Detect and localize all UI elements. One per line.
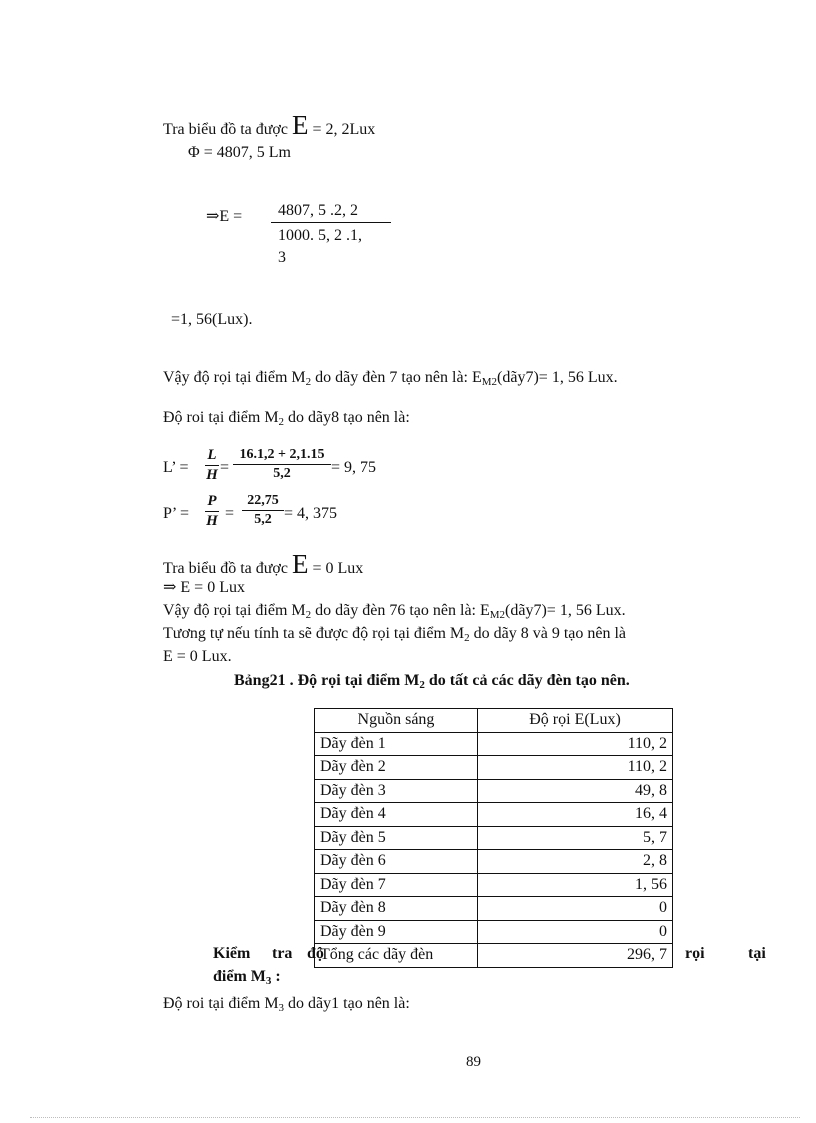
calc-fraction-bar xyxy=(271,222,391,223)
table-row: Dãy đèn 3 49, 8 xyxy=(315,779,673,803)
eq-p-result: = 4, 375 xyxy=(284,505,338,522)
illuminance-table xyxy=(314,708,673,968)
conclusion-line-2: Vậy độ rọi tại điểm $M_2$ do dãy đèn 76 tạo nên là: $E_{M2}(dãy7)= 1$, 56 Lux. xyxy=(163,602,626,621)
table-row: Dãy đèn 1 110, 2 xyxy=(315,732,673,756)
eq-p-ratio: P H xyxy=(206,493,218,529)
table-header-row xyxy=(315,709,673,733)
eq-p-fraction: 22,75 5,2 xyxy=(242,494,284,527)
calc-denominator: 1000. 5, 2 .1, xyxy=(278,227,362,244)
conclusion-line-1: Vậy độ rọi tại điểm $M_2$ do dãy đèn 7 tạo nên là: $E_{M2}(dãy7)= 1$, 56 Lux. xyxy=(163,369,618,388)
chart-reading-line-2: Tra biểu đồ ta được E = 0 Lux xyxy=(163,549,364,579)
heading-word-4: rọi xyxy=(685,945,705,962)
page-number: 89 xyxy=(466,1054,481,1070)
eq-l-result: = 9, 75 xyxy=(331,459,377,476)
zero-lux-line: E = 0 Lux. xyxy=(163,648,232,665)
header-light-source: Nguồn sáng xyxy=(315,709,478,733)
implication-line: ⇒ E = 0 Lux xyxy=(163,579,245,596)
calc-result: =1, 56(Lux). xyxy=(171,311,253,328)
heading-line-2: điểm $M_3$ : xyxy=(213,968,281,987)
table-row: Dãy đèn 6 2, 8 xyxy=(315,850,673,874)
eq-l-fraction: 16.1,2 + 2,1.15 5,2 xyxy=(233,448,331,481)
illuminance-symbol-2: E xyxy=(291,549,309,579)
row1-intro-line: Độ roi tại điểm $M_3$ do dãy1 tạo nên là: xyxy=(163,995,410,1014)
page-bottom-divider xyxy=(30,1117,800,1118)
luminous-flux-line: Φ = 4807, 5 Lm xyxy=(188,144,291,161)
table-total-row: Tổng các dãy đèn 296, 7 xyxy=(315,944,673,968)
table-row: Dãy đèn 8 0 xyxy=(315,897,673,921)
heading-word-3: độ xyxy=(307,945,324,962)
heading-word-1: Kiểm xyxy=(213,945,251,962)
calc-lhs: ⇒E = xyxy=(206,208,243,225)
row8-intro-line: Độ roi tại điểm $M_2$ do dãy8 tạo nên là: xyxy=(163,409,410,428)
eq-p-lhs: P’ = xyxy=(163,505,190,522)
calc-numerator: 4807, 5 .2, 2 xyxy=(278,202,358,219)
heading-word-5: tại xyxy=(748,945,766,962)
eq-l-lhs: L’ = xyxy=(163,459,189,476)
table-row: Dãy đèn 9 0 xyxy=(315,920,673,944)
header-illuminance: Độ rọi E(Lux) xyxy=(478,709,673,733)
table-row: Dãy đèn 5 5, 7 xyxy=(315,826,673,850)
chart-reading-line-1: Tra biểu đồ ta được E = 2, 2Lux xyxy=(163,110,376,140)
similar-line: Tương tự nếu tính ta sẽ được độ rọi tại điểm $M_2$ do dãy 8 và 9 tạo nên là xyxy=(163,625,627,644)
table-row: Dãy đèn 7 1, 56 xyxy=(315,873,673,897)
table-row: Dãy đèn 2 110, 2 xyxy=(315,756,673,780)
illuminance-symbol: E xyxy=(291,110,309,140)
calc-denominator-cont: 3 xyxy=(278,249,286,266)
heading-word-2: tra xyxy=(272,945,293,962)
eq-l-ratio: L H xyxy=(206,447,218,483)
table-caption: Bảng21 . Độ rọi tại điểm $M_2$ do tất cả các dãy đèn tạo nên. xyxy=(234,672,630,691)
table-row: Dãy đèn 4 16, 4 xyxy=(315,803,673,827)
